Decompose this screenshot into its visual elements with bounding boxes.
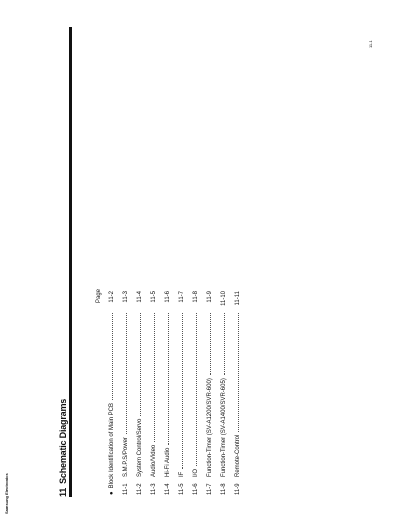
toc-entry-number: 11-5 [179, 483, 185, 495]
toc-entry-page: 11-10 [221, 291, 227, 306]
toc-entry-page: 11-2 [109, 291, 115, 303]
dot-leader [182, 313, 183, 469]
toc-entry [146, 291, 160, 497]
toc-entry [160, 291, 174, 497]
dot-leader [112, 313, 113, 400]
toc-entry [202, 291, 216, 497]
title-rule [69, 27, 72, 497]
page-number-text: 11-1 [368, 40, 373, 48]
section-number: 11 [58, 487, 68, 497]
toc-entry [188, 291, 202, 497]
toc-entry-label: Hi-Fi Audio [165, 447, 171, 477]
toc-entry-label: Audio/Video [151, 444, 157, 477]
toc-entry-label: Function-Timer (SV-A1200/SVR-600) [207, 378, 213, 477]
toc-entry-number: 11-4 [165, 483, 171, 495]
toc-entry [118, 291, 132, 497]
toc-entry-number: 11-8 [221, 483, 227, 495]
bullet: ● [109, 491, 115, 495]
publisher-text: Samsung Electronics [4, 473, 9, 514]
toc-entry-number: 11-7 [207, 483, 213, 495]
toc-entry-page: 11-4 [137, 291, 143, 303]
toc-entry-label: S.M.P.S/Power [123, 437, 129, 477]
toc-entry-page: 11-11 [235, 291, 241, 306]
toc-entry-label: Remote-Control [235, 434, 241, 477]
toc-entry-page: 11-3 [123, 291, 129, 303]
toc-page-heading: Page [96, 289, 102, 304]
toc-entry-number: 11-1 [123, 483, 129, 495]
toc-entry-label: IF [179, 471, 185, 477]
toc-entry [132, 291, 146, 497]
toc-entry-number: 11-3 [151, 483, 157, 495]
section-header [52, 27, 72, 497]
dot-leader [140, 313, 141, 416]
dot-leader [168, 313, 169, 445]
toc-entry-page: 11-8 [193, 291, 199, 303]
toc-entry-number: 11-2 [137, 483, 143, 495]
rotated-content [52, 27, 252, 497]
toc-entry-page: 11-9 [207, 291, 213, 303]
toc-entry-page: 11-6 [165, 291, 171, 303]
section-title-text: Schematic Diagrams [58, 398, 68, 484]
toc-entry-page: 11-5 [151, 291, 157, 303]
table-of-contents [104, 291, 244, 497]
toc-entry-label: System Control/Servo [137, 418, 143, 477]
dot-leader [154, 313, 155, 442]
toc-entry-label: I/O [193, 468, 199, 477]
dot-leader [224, 313, 225, 375]
dot-leader [126, 313, 127, 434]
section-title [58, 399, 68, 497]
toc-entry-number: 11-9 [235, 483, 241, 495]
toc-entry-label: Function-Timer (SV-A1400/SVR-605) [221, 378, 227, 477]
dot-leader [210, 313, 211, 375]
toc-entry [216, 291, 230, 497]
toc-entry [104, 291, 118, 497]
toc-entry-label: Block Identification of Main PCB [109, 403, 115, 489]
dot-leader [196, 313, 197, 466]
toc-entry-page: 11-7 [179, 291, 185, 303]
dot-leader [238, 313, 239, 432]
toc-entry [230, 291, 244, 497]
toc-entry-number: 11-6 [193, 483, 199, 495]
toc-entry [174, 291, 188, 497]
